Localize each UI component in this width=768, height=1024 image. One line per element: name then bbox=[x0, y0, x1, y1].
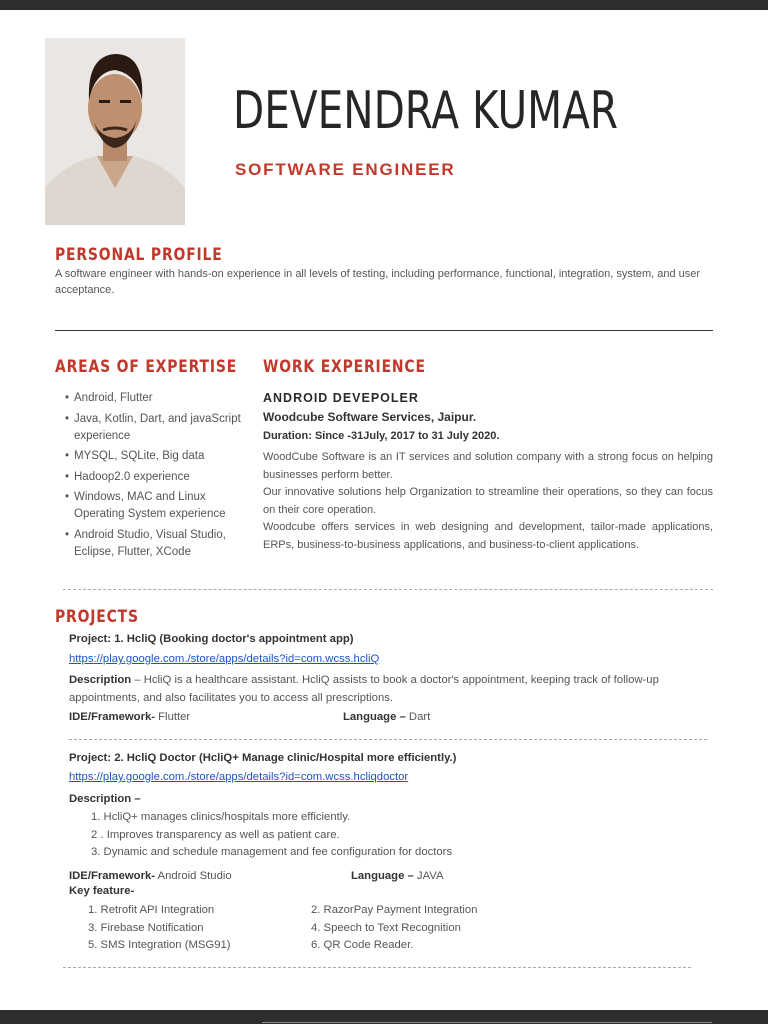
feature-item: 3. Firebase Notification bbox=[88, 921, 204, 934]
expertise-heading: AREAS OF EXPERTISE bbox=[55, 357, 238, 377]
ide-label: IDE/Framework- bbox=[69, 711, 156, 723]
description-item: 1. HcliQ+ manages clinics/hospitals more efficiently. bbox=[91, 811, 351, 823]
feature-item: 4. Speech to Text Recognition bbox=[311, 921, 461, 934]
expertise-item: • Android, Flutter bbox=[65, 390, 255, 407]
expertise-item: • Java, Kotlin, Dart, and javaScript experience bbox=[65, 411, 255, 445]
description-item: 2 . Improves transparency as well as patient care. bbox=[91, 828, 340, 841]
project-1-description bbox=[69, 671, 709, 707]
language-label: Language – bbox=[351, 870, 414, 882]
top-bar bbox=[0, 0, 768, 10]
project-1-title bbox=[69, 633, 354, 645]
project-2-description-label bbox=[69, 793, 141, 805]
work-company: Woodcube Software Services, Jaipur. bbox=[263, 410, 477, 424]
description-label: Description bbox=[69, 674, 132, 686]
work-description-line: Woodcube offers services in web designing and development, tailor-made applications, ERPs, business-to-business applications, and business-to-client applications. bbox=[263, 521, 713, 551]
ide-label: IDE/Framework- bbox=[69, 870, 156, 882]
project-2-title bbox=[69, 752, 456, 764]
feature-item: 5. SMS Integration (MSG91) bbox=[88, 939, 231, 951]
expertise-item: • Hadoop2.0 experience bbox=[65, 469, 255, 486]
project-1-link-row bbox=[69, 653, 379, 665]
work-description-line: WoodCube Software is an IT services and solution company with a strong focus on helping businesses perform better. bbox=[263, 451, 713, 481]
work-role: ANDROID DEVEPOLER bbox=[263, 391, 419, 405]
expertise-item: • MYSQL, SQLite, Big data bbox=[65, 448, 255, 465]
description-label: Description – bbox=[69, 793, 141, 805]
bottom-bar-line bbox=[262, 1022, 712, 1023]
project-2-features-left bbox=[88, 902, 231, 955]
project-2-features-label bbox=[69, 885, 134, 897]
project-2-link[interactable]: https://play.google.com./store/apps/details?id=com.wcss.hcliqdoctor bbox=[69, 771, 409, 783]
personal-profile-heading: PERSONAL PROFILE bbox=[55, 245, 223, 265]
expertise-item: • Windows, MAC and Linux Operating System experience bbox=[65, 489, 255, 523]
ide-value: Android Studio bbox=[155, 870, 232, 882]
project-1-language bbox=[343, 711, 430, 723]
project-name: 2. HcliQ Doctor (HcliQ+ Manage clinic/Hospital more efficiently.) bbox=[114, 752, 457, 764]
language-value: Dart bbox=[405, 711, 431, 723]
dashed-divider bbox=[63, 967, 691, 968]
project-label: Project: bbox=[69, 633, 115, 645]
description-text: – HcliQ is a healthcare assistant. HcliQ assists to book a doctor's appointment, keeping track of follow-up appointments, and also facilitates you to access all prescriptions. bbox=[69, 674, 659, 704]
section-divider bbox=[55, 330, 713, 331]
expertise-item: • Android Studio, Visual Studio, Eclipse, Flutter, XCode bbox=[65, 527, 255, 561]
description-item: 3. Dynamic and schedule management and fee configuration for doctors bbox=[91, 846, 453, 858]
project-2-description-list bbox=[91, 809, 452, 862]
projects-heading: PROJECTS bbox=[55, 607, 139, 627]
project-name: 1. HcliQ (Booking doctor's appointment app) bbox=[114, 633, 354, 645]
project-1-link[interactable]: https://play.google.com./store/apps/details?id=com.wcss.hcliQ bbox=[69, 653, 380, 665]
candidate-name: DEVENDRA KUMAR bbox=[233, 81, 619, 141]
profile-photo bbox=[45, 38, 185, 225]
work-description-line: Our innovative solutions help Organization to streamline their operations, so they can focus on their core operation. bbox=[263, 486, 713, 516]
project-1-ide bbox=[69, 711, 190, 723]
feature-item: 1. Retrofit API Integration bbox=[88, 904, 215, 916]
expertise-list bbox=[65, 390, 255, 564]
key-feature-label: Key feature- bbox=[69, 885, 135, 897]
feature-item: 6. QR Code Reader. bbox=[311, 939, 414, 951]
work-duration: Duration: Since -31July, 2017 to 31 July 2020. bbox=[263, 430, 500, 442]
project-2-ide bbox=[69, 870, 232, 882]
project-label: Project: bbox=[69, 752, 115, 764]
ide-value: Flutter bbox=[155, 711, 191, 723]
work-description bbox=[263, 449, 713, 554]
project-2-features-right bbox=[311, 902, 477, 955]
dashed-divider bbox=[63, 589, 713, 590]
work-experience-heading: WORK EXPERIENCE bbox=[263, 357, 426, 377]
feature-item: 2. RazorPay Payment Integration bbox=[311, 904, 478, 916]
project-2-link-row bbox=[69, 771, 408, 783]
dashed-divider bbox=[69, 739, 707, 740]
personal-profile-text: A software engineer with hands-on experience in all levels of testing, including performance, functional, integration, system, and user acceptance. bbox=[55, 268, 701, 296]
language-label: Language – bbox=[343, 711, 406, 723]
project-2-language bbox=[351, 870, 444, 882]
job-title: SOFTWARE ENGINEER bbox=[235, 160, 456, 179]
language-value: JAVA bbox=[413, 870, 444, 882]
